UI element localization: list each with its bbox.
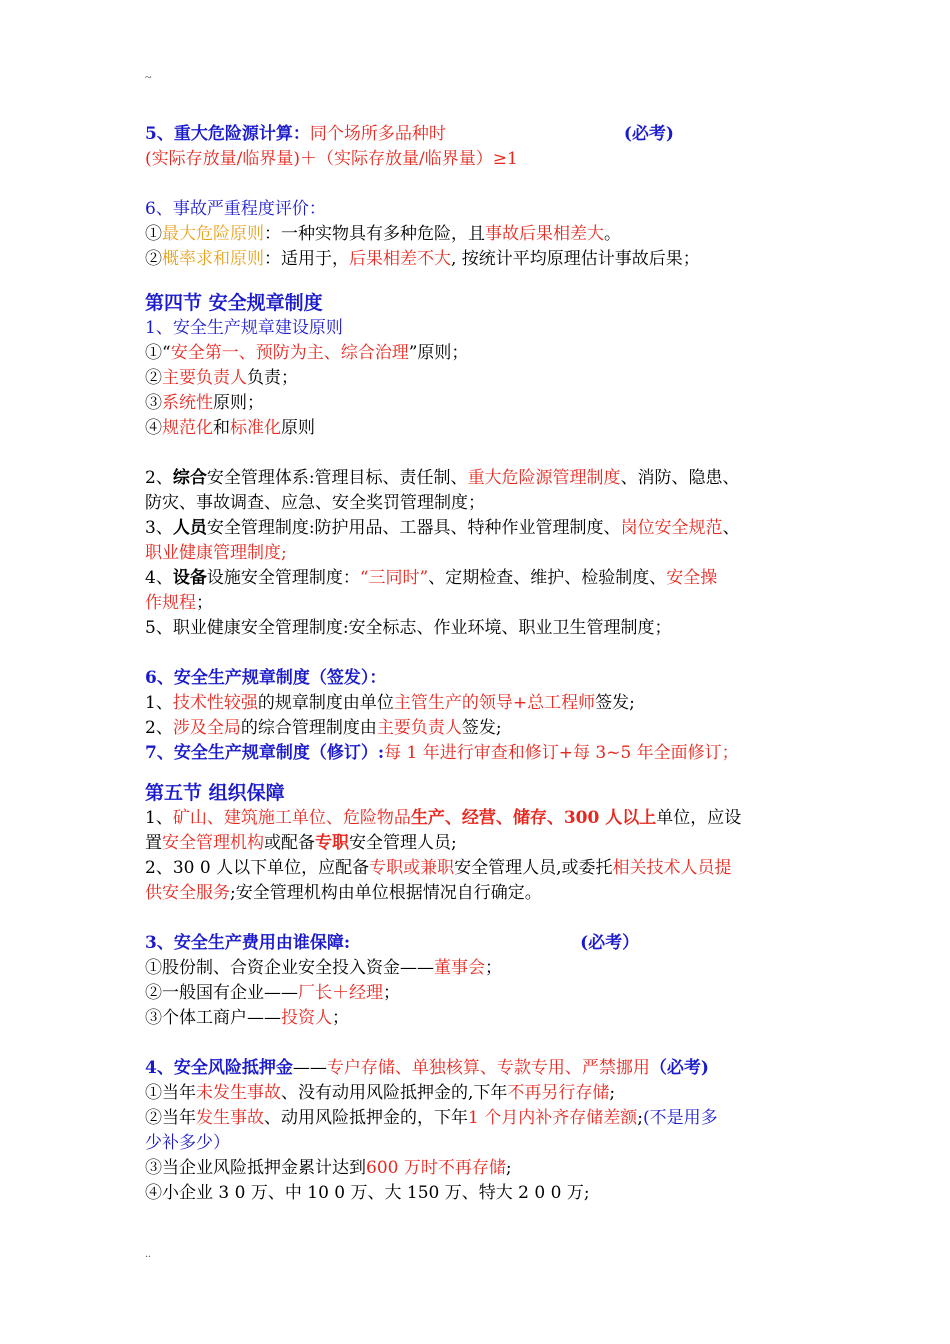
sec4-p1-item-3: ③系统性原则； xyxy=(145,393,264,413)
sec4-p7: 7、安全生产规章制度（修订）:每 1 年进行审查和修订+每 3~5 年全面修订； xyxy=(145,743,739,763)
sec5-p3-item-2: ②一般国有企业——厂长＋经理； xyxy=(145,983,400,1003)
sec4-p4-line-1: 4、设备设施安全管理制度：“三同时”、定期检查、维护、检验制度、安全操 xyxy=(145,568,718,588)
s5-subtitle: 同个场所多品种时 xyxy=(309,124,446,144)
sec5-p2-line-2: 供安全服务;安全管理机构由单位根据情况自行确定。 xyxy=(145,883,542,903)
sec4-p5: 5、职业健康安全管理制度:安全标志、作业环境、职业卫生管理制度； xyxy=(145,618,672,638)
s5-title-line xyxy=(145,122,825,147)
sec4-p2-line-2: 防灾、事故调查、应急、安全奖罚管理制度； xyxy=(145,493,485,513)
sec4-p3-line-2: 职业健康管理制度; xyxy=(145,543,287,563)
s6-item-2: ②概率求和原则：适用于，后果相差不大, 按统计平均原理估计事故后果； xyxy=(145,249,700,269)
sec5-p3-item-1: ①股份制、合资企业安全投入资金——董事会； xyxy=(145,958,502,978)
footer-mark: .. xyxy=(145,1246,151,1260)
sec5-p4-item-1: ①当年未发生事故、没有动用风险抵押金的,下年不再另行存储; xyxy=(145,1083,616,1103)
sec5-p4-item-2-line-2: 少补多少） xyxy=(145,1133,230,1153)
sec5-p4-title-line: 4、安全风险抵押金——专户存储、单独核算、专款专用、严禁挪用（必考) xyxy=(145,1058,709,1078)
sec4-p1-item-2: ②主要负责人负责； xyxy=(145,368,298,388)
sec4-p1-item-1: ①“安全第一、预防为主、综合治理”原则； xyxy=(145,343,469,363)
s6-title: 6、事故严重程度评价： xyxy=(145,199,326,219)
sec4-p3-line-1: 3、人员安全管理制度:防护用品、工器具、特种作业管理制度、岗位安全规范、 xyxy=(145,518,740,538)
sec5-p3-title-line: 3、安全生产费用由谁保障: (必考） xyxy=(145,933,640,953)
header-mark: ~ xyxy=(145,70,152,84)
s5-title: 5、重大危险源计算： xyxy=(145,124,310,144)
sec4-p6-item-1: 1、技术性较强的规章制度由单位主管生产的领导+总工程师签发; xyxy=(145,693,635,713)
sec5-p4-item-2-line-1: ②当年发生事故、动用风险抵押金的，下年1 个月内补齐存储差额;(不是用多 xyxy=(145,1108,718,1128)
sec5-p4-item-3: ③当企业风险抵押金累计达到600 万时不再存储; xyxy=(145,1158,512,1178)
sec5-p3-item-3: ③个体工商户——投资人； xyxy=(145,1008,349,1028)
sec5-p4-item-4: ④小企业 3 0 万、中 10 0 万、大 150 万、特大 2 0 0 万; xyxy=(145,1183,590,1203)
s6-item-1: ①最大危险原则：一种实物具有多种危险，且事故后果相差大。 xyxy=(145,224,621,244)
s5-tag: (必考) xyxy=(623,124,674,144)
sec5-heading: 第五节 组织保障 xyxy=(145,782,285,804)
sec4-p4-line-2: 作规程； xyxy=(145,593,213,613)
sec4-p6-title: 6、安全生产规章制度（签发）： xyxy=(145,668,387,688)
sec5-p1-line-2: 置安全管理机构或配备专职安全管理人员; xyxy=(145,833,457,853)
sec5-p1-line-1: 1、矿山、建筑施工单位、危险物品生产、经营、储存、300 人以上单位，应设 xyxy=(145,808,742,828)
document-content xyxy=(145,122,825,1206)
sec4-heading: 第四节 安全规章制度 xyxy=(145,292,323,314)
sec4-p6-item-2: 2、涉及全局的综合管理制度由主要负责人签发; xyxy=(145,718,502,738)
sec4-p1-title: 1、安全生产规章建设原则 xyxy=(145,318,343,338)
sec4-p1-item-4: ④规范化和标准化原则 xyxy=(145,418,315,438)
sec5-p2-line-1: 2、30 0 人以下单位，应配备专职或兼职安全管理人员,或委托相关技术人员提 xyxy=(145,858,732,878)
sec4-p2-line-1: 2、综合安全管理体系:管理目标、责任制、重大危险源管理制度、消防、隐患、 xyxy=(145,468,740,488)
s5-formula: (实际存放量/临界量)＋（实际存放量/临界量）≥1 xyxy=(145,149,518,169)
